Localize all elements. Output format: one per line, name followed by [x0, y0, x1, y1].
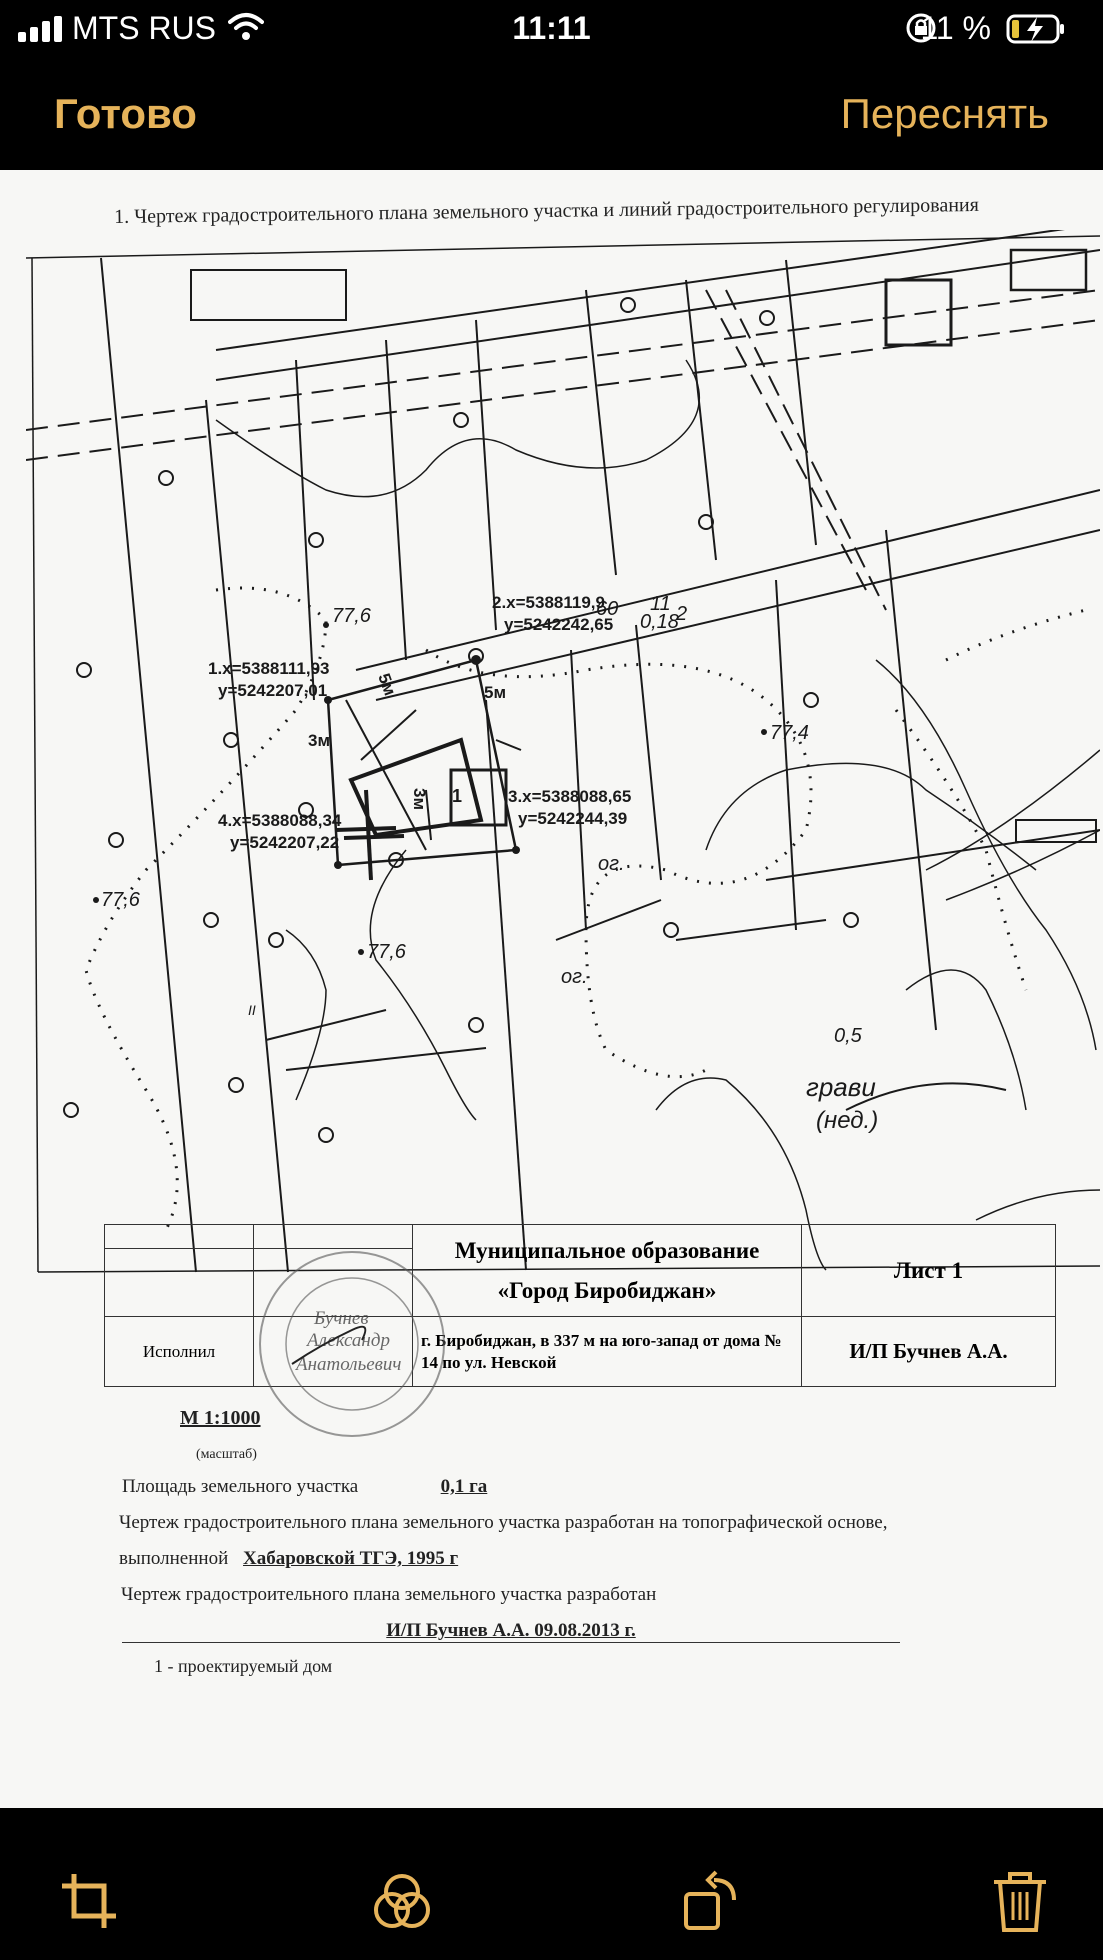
point-1-x-label: 1.x=5388111,93: [208, 659, 330, 678]
elevation-label-3: 77,6: [367, 941, 406, 963]
distance-label-4: 3м: [410, 788, 429, 811]
elevation-label-4: 77,6: [101, 889, 140, 911]
bottom-toolbar: [0, 1842, 1103, 1960]
title-block-table: [104, 1224, 1056, 1387]
point-1-y-label: y=5242207,01: [218, 681, 328, 700]
executed-value: Хабаровской ТГЭ, 1995 г: [243, 1548, 459, 1569]
point-2-x-label: 2.x=5388119,9: [492, 593, 605, 612]
trash-icon: [988, 1870, 1052, 1934]
author-name: И/П Бучнев А.А.: [802, 1317, 1056, 1387]
executed-line: [119, 1548, 458, 1570]
scanned-document: [0, 170, 1103, 1808]
executed-label: выполненной: [119, 1548, 229, 1569]
municipality-cell: [413, 1225, 802, 1317]
garden-label-1: ог.: [598, 853, 625, 875]
done-button[interactable]: Готово: [54, 90, 197, 137]
point-2-y-label: y=5242242,65: [504, 615, 614, 634]
clock-time: 11:11: [512, 10, 591, 46]
developed-value: [122, 1620, 900, 1643]
house-marker-label: 1: [452, 786, 463, 806]
gravel-sub-label: (нед.): [816, 1107, 879, 1134]
delete-button[interactable]: [988, 1870, 1052, 1934]
scale-caption: (масштаб): [196, 1447, 257, 1462]
plot-area-label: 0,18: [640, 611, 679, 633]
carrier-name: MTS RUS: [72, 10, 216, 46]
executor-label: Исполнил: [105, 1317, 254, 1387]
plot-number-label: 11: [650, 593, 671, 615]
mark-ii-label: II: [248, 1002, 256, 1018]
rotate-icon: [680, 1870, 744, 1934]
crop-button[interactable]: [58, 1870, 122, 1934]
area-label: Площадь земельного участка: [122, 1476, 359, 1497]
distance-label-3: 3м: [308, 731, 331, 750]
point-3-y-label: y=5242244,39: [518, 809, 628, 828]
municipality-line-1: Муниципальное образование: [454, 1237, 760, 1263]
value-05-label: 0,5: [834, 1025, 862, 1047]
scale-value: М 1:1000: [180, 1407, 261, 1429]
stamp-line-3: Анатольевич: [296, 1354, 402, 1375]
point-3-x-label: 3.x=5388088,65: [508, 787, 632, 806]
municipality-line-2: «Город Биробиджан»: [497, 1277, 717, 1303]
sheet-number: Лист 1: [802, 1225, 1056, 1317]
mark-60-label: 60: [596, 598, 619, 620]
elevation-label-1: 77,6: [332, 605, 371, 627]
stamp-line-1: Бучнев: [314, 1308, 369, 1329]
area-line: [122, 1476, 559, 1498]
developed-value-text: И/П Бучнев А.А. 09.08.2013 г.: [386, 1620, 636, 1641]
navigation-bar: [0, 60, 1103, 170]
status-bar: [0, 0, 1103, 60]
point-4-y-label: y=5242207,22: [230, 833, 340, 852]
basis-line: Чертеж градостроительного плана земельного участка разработан на топографической основе,: [119, 1512, 888, 1533]
crop-icon: [58, 1870, 122, 1934]
filters-button[interactable]: [370, 1870, 434, 1934]
gravel-label: грави: [806, 1072, 876, 1102]
developed-line: Чертеж градостроительного плана земельного участка разработан: [121, 1584, 657, 1605]
stamp-line-2: Александр: [307, 1330, 390, 1351]
retake-button[interactable]: Переснять: [840, 90, 1049, 137]
elevation-label-2: 77,4: [770, 722, 809, 744]
address-text: г. Биробиджан, в 337 м на юго-запад от дома № 14 по ул. Невской: [413, 1317, 802, 1387]
site-plan-map: [26, 230, 1100, 1276]
battery-charging-icon: [997, 14, 1077, 44]
battery-percent: 11 %: [920, 10, 991, 46]
garden-label-2: ог.: [561, 966, 588, 988]
distance-label-2: 5м: [484, 683, 507, 702]
area-value: 0,1 га: [440, 1476, 488, 1497]
point-4-x-label: 4.x=5388088,34: [218, 811, 342, 830]
plot-suffix-label: 2: [676, 603, 688, 625]
legend-item: 1 - проектируемый дом: [154, 1656, 333, 1676]
rotate-button[interactable]: [680, 1870, 744, 1934]
document-title: 1. Чертеж градостроительного плана земельного участка и линий градостроительного регулирования: [114, 193, 980, 228]
round-seal-stamp: [252, 1244, 452, 1444]
distance-label-1: 5м: [374, 670, 400, 699]
filters-icon: [370, 1870, 434, 1934]
